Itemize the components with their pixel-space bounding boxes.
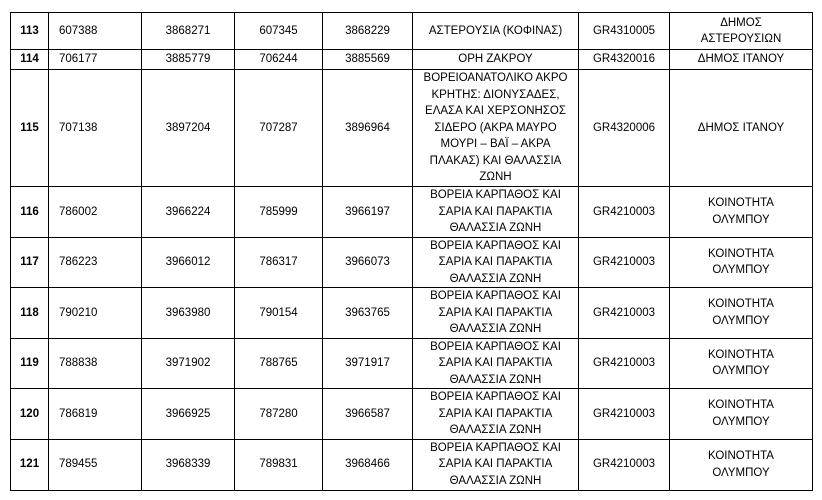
table-row <box>11 13 813 50</box>
municipality-cell <box>670 50 813 70</box>
table-row <box>11 389 813 440</box>
coord-y1-cell <box>142 70 235 187</box>
row-number: 114 <box>20 53 39 66</box>
coord-x2: 788765 <box>259 357 298 369</box>
site-code-cell <box>579 187 670 238</box>
site-code: GR4210003 <box>592 205 656 218</box>
coord-y2-cell <box>323 187 413 238</box>
site-code: GR4210003 <box>592 357 656 369</box>
area-name-cell <box>413 187 579 238</box>
coord-x1-cell <box>49 389 142 440</box>
area-name-cell <box>413 50 579 70</box>
coord-y2-cell <box>323 70 413 187</box>
coord-x1-cell <box>49 70 142 187</box>
coord-y2-cell <box>323 237 413 288</box>
area-name-cell <box>413 13 579 50</box>
municipality: ΚΟΙΝΟΤΗΤΑ ΟΛΥΜΠΟΥ <box>708 247 774 277</box>
coord-x2: 789831 <box>259 458 298 471</box>
area-name-cell <box>413 338 579 389</box>
coord-y1: 3966012 <box>165 256 211 268</box>
coord-y2-cell <box>323 13 413 50</box>
area-name: ΒΟΡΕΙΑ ΚΑΡΠΑΘΟΣ ΚΑΙ ΣΑΡΙΑ ΚΑΙ ΠΑΡΑΚΤΙΑ ΘΑΛΑΣΣΙΑ ΖΩΝΗ <box>430 340 561 386</box>
coord-y2: 3963765 <box>345 306 390 319</box>
site-code-cell <box>579 13 670 50</box>
area-name: ΒΟΡΕΙΑ ΚΑΡΠΑΘΟΣ ΚΑΙ ΣΑΡΙΑ ΚΑΙ ΠΑΡΑΚΤΙΑ ΘΑΛΑΣΣΙΑ ΖΩΝΗ <box>430 290 561 335</box>
coord-x2-cell <box>235 389 323 440</box>
table-body <box>11 13 813 491</box>
row-number: 115 <box>20 121 39 134</box>
coord-y2-cell <box>323 389 413 440</box>
coord-x1: 786819 <box>59 407 98 420</box>
coord-y1: 3966224 <box>165 205 211 218</box>
coord-x1-cell <box>49 237 142 288</box>
coord-x1-cell <box>49 439 142 490</box>
coord-y1-cell <box>142 439 235 490</box>
municipality: ΚΟΙΝΟΤΗΤΑ ΟΛΥΜΠΟΥ <box>708 399 774 428</box>
coord-y1: 3963980 <box>165 306 211 319</box>
row-number-cell <box>11 50 49 70</box>
coord-y2: 3868229 <box>345 24 390 37</box>
site-code-cell <box>579 439 670 490</box>
coord-y2-cell <box>323 50 413 70</box>
area-name: ΒΟΡΕΙΑ ΚΑΡΠΑΘΟΣ ΚΑΙ ΣΑΡΙΑ ΚΑΙ ΠΑΡΑΚΤΙΑ ΘΑΛΑΣΣΙΑ ΖΩΝΗ <box>430 441 561 487</box>
row-number-cell <box>11 187 49 238</box>
coord-y1: 3868271 <box>165 24 211 37</box>
area-name-cell <box>413 288 579 339</box>
area-name: ΒΟΡΕΙΑ ΚΑΡΠΑΘΟΣ ΚΑΙ ΣΑΡΙΑ ΚΑΙ ΠΑΡΑΚΤΙΑ ΘΑΛΑΣΣΙΑ ΖΩΝΗ <box>430 391 561 436</box>
coord-x2-cell <box>235 50 323 70</box>
coord-y1: 3968339 <box>165 458 211 471</box>
coord-x1-cell <box>49 338 142 389</box>
area-name: ΒΟΡΕΙΟΑΝΑΤΟΛΙΚΟ ΑΚΡΟ ΚΡΗΤΗΣ: ΔΙΟΝΥΣΑΔΕΣ, ΕΛΑΣΑ ΚΑΙ ΧΕΡΣΟΝΗΣΟΣ ΣΙΔΕΡΟ (ΑΚΡΑ ΜΑΥΡΟ ΜΟΥΡΙ – ΒΑΪ – ΑΚΡΑ ΠΛΑΚΑΣ) ΚΑΙ ΘΑΛΑΣΣΙΑ ΖΩΝΗ <box>423 72 568 184</box>
area-name-cell <box>413 237 579 288</box>
coord-x1: 706177 <box>59 53 98 66</box>
coord-x2: 787280 <box>259 407 298 420</box>
coord-y1-cell <box>142 288 235 339</box>
site-code: GR4210003 <box>592 458 656 471</box>
coord-y2: 3966587 <box>345 407 390 420</box>
row-number-cell <box>11 13 49 50</box>
coord-y1: 3897204 <box>165 121 211 134</box>
site-code-cell <box>579 237 670 288</box>
coord-x2-cell <box>235 338 323 389</box>
table-row <box>11 70 813 187</box>
municipality-cell <box>670 389 813 440</box>
municipality-cell <box>670 288 813 339</box>
table-row <box>11 288 813 339</box>
site-code-cell <box>579 70 670 187</box>
coord-x1-cell <box>49 187 142 238</box>
municipality-cell <box>670 187 813 238</box>
coord-y2: 3966197 <box>345 205 390 218</box>
coord-y2: 3885569 <box>345 53 390 66</box>
table-row <box>11 187 813 238</box>
site-code: GR4320006 <box>592 121 656 134</box>
coord-x2: 790154 <box>259 306 298 319</box>
coord-y2-cell <box>323 439 413 490</box>
area-name-cell <box>413 70 579 187</box>
coord-x1-cell <box>49 288 142 339</box>
municipality: ΚΟΙΝΟΤΗΤΑ ΟΛΥΜΠΟΥ <box>708 197 774 226</box>
coord-y1-cell <box>142 13 235 50</box>
coord-y1: 3885779 <box>165 53 211 66</box>
municipality-cell <box>670 439 813 490</box>
coord-x2: 785999 <box>259 205 298 218</box>
municipality-cell <box>670 70 813 187</box>
row-number-cell <box>11 70 49 187</box>
coord-x2-cell <box>235 13 323 50</box>
area-name-cell <box>413 439 579 490</box>
table-row <box>11 439 813 490</box>
row-number: 119 <box>20 357 39 369</box>
coord-x2-cell <box>235 70 323 187</box>
municipality: ΔΗΜΟΣ ΙΤΑΝΟΥ <box>697 121 785 134</box>
coord-x2: 786317 <box>259 256 298 268</box>
table-row <box>11 237 813 288</box>
municipality-cell <box>670 237 813 288</box>
coord-y1: 3966925 <box>165 407 211 420</box>
coord-x2-cell <box>235 288 323 339</box>
site-code-cell <box>579 50 670 70</box>
coord-y2-cell <box>323 288 413 339</box>
coord-x2-cell <box>235 187 323 238</box>
municipality: ΚΟΙΝΟΤΗΤΑ ΟΛΥΜΠΟΥ <box>708 298 774 327</box>
document-page <box>10 12 813 491</box>
site-code-cell <box>579 389 670 440</box>
row-number: 121 <box>19 458 40 471</box>
site-code-cell <box>579 338 670 389</box>
municipality: ΔΗΜΟΣ ΑΣΤΕΡΟΥΣΙΩΝ <box>700 16 782 45</box>
site-code: GR4210003 <box>592 407 656 420</box>
coord-x1: 789455 <box>59 458 98 471</box>
coord-y2: 3896964 <box>345 121 390 134</box>
row-number: 113 <box>20 24 39 37</box>
site-code: GR4210003 <box>592 256 656 268</box>
coord-y2-cell <box>323 338 413 389</box>
coord-x2-cell <box>235 237 323 288</box>
coord-x1: 786223 <box>59 256 98 268</box>
coord-y1-cell <box>142 237 235 288</box>
row-number: 117 <box>20 256 39 268</box>
row-number: 120 <box>19 407 40 420</box>
municipality: ΚΟΙΝΟΤΗΤΑ ΟΛΥΜΠΟΥ <box>708 450 774 479</box>
coord-x2: 706244 <box>259 53 298 66</box>
area-name: ΒΟΡΕΙΑ ΚΑΡΠΑΘΟΣ ΚΑΙ ΣΑΡΙΑ ΚΑΙ ΠΑΡΑΚΤΙΑ ΘΑΛΑΣΣΙΑ ΖΩΝΗ <box>430 239 561 285</box>
coord-x1: 607388 <box>59 24 98 37</box>
site-code: GR4210003 <box>592 306 656 319</box>
coord-x2-cell <box>235 439 323 490</box>
row-number-cell <box>11 439 49 490</box>
coord-x1-cell <box>49 50 142 70</box>
site-code: GR4310005 <box>592 24 656 37</box>
row-number-cell <box>11 237 49 288</box>
row-number-cell <box>11 288 49 339</box>
municipality: ΚΟΙΝΟΤΗΤΑ ΟΛΥΜΠΟΥ <box>708 348 774 378</box>
coord-y1-cell <box>142 50 235 70</box>
coord-y1-cell <box>142 338 235 389</box>
coord-x2: 707287 <box>259 121 298 134</box>
area-name: ΑΣΤΕΡΟΥΣΙΑ (ΚΟΦΙΝΑΣ) <box>428 24 563 37</box>
table-row <box>11 50 813 70</box>
coord-x1: 786002 <box>59 205 98 218</box>
coord-x1: 707138 <box>59 121 98 134</box>
table-row <box>11 338 813 389</box>
coord-x2: 607345 <box>259 24 298 37</box>
coord-x1: 790210 <box>59 306 98 319</box>
municipality-cell <box>670 338 813 389</box>
coord-y2: 3966073 <box>345 256 390 268</box>
coord-y1: 3971902 <box>165 357 211 369</box>
row-number-cell <box>11 389 49 440</box>
municipality: ΔΗΜΟΣ ΙΤΑΝΟΥ <box>697 53 785 66</box>
row-number-cell <box>11 338 49 389</box>
coord-x1-cell <box>49 13 142 50</box>
coord-y1-cell <box>142 187 235 238</box>
row-number: 116 <box>20 205 39 218</box>
coord-y2: 3971917 <box>345 357 390 369</box>
area-name: ΒΟΡΕΙΑ ΚΑΡΠΑΘΟΣ ΚΑΙ ΣΑΡΙΑ ΚΑΙ ΠΑΡΑΚΤΙΑ ΘΑΛΑΣΣΙΑ ΖΩΝΗ <box>430 189 561 234</box>
municipality-cell <box>670 13 813 50</box>
site-code: GR4320016 <box>592 53 656 66</box>
coord-x1: 788838 <box>59 357 98 369</box>
coord-y2: 3968466 <box>345 458 390 471</box>
area-name: ΟΡΗ ΖΑΚΡΟΥ <box>458 53 533 66</box>
coord-y1-cell <box>142 389 235 440</box>
row-number: 118 <box>20 306 39 319</box>
coordinates-table <box>10 12 813 491</box>
site-code-cell <box>579 288 670 339</box>
area-name-cell <box>413 389 579 440</box>
